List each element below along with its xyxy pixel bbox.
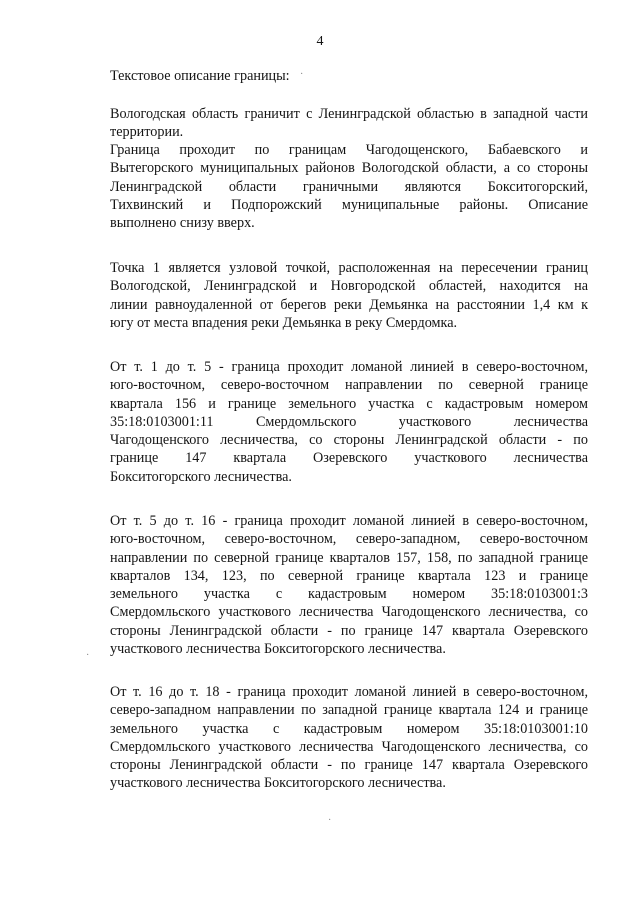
- text-line: югу от места впадения реки Демьянка в реку Смердомка.: [110, 314, 458, 331]
- text-line: Вологодская область граничит с Ленинградской областью в западной части: [110, 106, 588, 122]
- page-number: 4: [316, 34, 324, 49]
- paragraph-intro: [110, 105, 588, 142]
- text-line: Граница проходит по границам Чагодощенского, Бабаевского и: [110, 142, 588, 158]
- text-line: стороны Ленинградской области - по границе 147 квартала Озеревского: [110, 622, 588, 639]
- text-line: земельного участка с кадастровым номером 35:18:0103001:3: [110, 586, 588, 603]
- text-line: участкового лесничества Бокситогорского лесничества.: [110, 641, 446, 658]
- text-line: От т. 1 до т. 5 - граница проходит ломаной линией в северо-восточном,: [110, 359, 588, 375]
- text-line: Ленинградской области граничными являются Бокситогорский,: [110, 178, 588, 195]
- text-line: От т. 16 до т. 18 - граница проходит ломаной линией в северо-восточном,: [110, 684, 588, 700]
- paragraph-segment-5-16: [110, 512, 588, 658]
- paragraph-segment-16-18: [110, 683, 588, 793]
- paragraph-segment-1-5: [110, 358, 588, 486]
- section-heading: Текстовое описание границы:: [110, 68, 290, 84]
- text-line: Вытегорского муниципальных районов Вологодской области, а со стороны: [110, 160, 588, 177]
- scan-speck: ·: [300, 69, 304, 80]
- text-line: северо-западном направлении по западной границе квартала 124 и границе: [110, 702, 588, 719]
- text-line: границе 147 квартала Озеревского участкового лесничества: [110, 450, 588, 467]
- text-line: Тихвинский и Подпорожский муниципальные районы. Описание: [110, 196, 588, 213]
- text-line: квартала 156 и границе земельного участка с кадастровым номером: [110, 395, 588, 412]
- text-line: От т. 5 до т. 16 - граница проходит ломаной линией в северо-восточном,: [110, 513, 588, 529]
- text-line: Смердомльского участкового лесничества Чагодощенского лесничества, со: [110, 604, 588, 621]
- text-line: Точка 1 является узловой точкой, расположенная на пересечении границ: [110, 260, 588, 276]
- text-line: направлении по северной границе кварталов 157, 158, по западной границе: [110, 549, 588, 566]
- text-line: Чагодощенского лесничества, со стороны Ленинградской области - по: [110, 432, 588, 449]
- text-line: территории.: [110, 124, 184, 141]
- text-line: линии равноудаленной от берегов реки Демьянка на расстоянии 1,4 км к: [110, 296, 588, 313]
- text-line: юго-восточном, северо-восточном направлении по северной границе: [110, 377, 588, 394]
- text-line: 35:18:0103001:11 Смердомльского участкового лесничества: [110, 413, 588, 430]
- text-line: юго-восточном, северо-восточном, северо-западном, северо-восточном: [110, 531, 588, 548]
- text-line: Вологодской, Ленинградской и Новгородской областей, находится на: [110, 278, 588, 295]
- text-line: выполнено снизу вверх.: [110, 215, 255, 232]
- text-line: стороны Ленинградской области - по границе 147 квартала Озеревского: [110, 757, 588, 774]
- scan-speck: ·: [86, 650, 90, 661]
- paragraph-boundary-description: [110, 141, 588, 232]
- text-line: Смердомльского участкового лесничества Чагодощенского лесничества, со: [110, 738, 588, 755]
- text-line: кварталов 134, 123, по северной границе квартала 123 и границе: [110, 567, 588, 584]
- scan-speck: ·: [328, 815, 332, 826]
- text-line: участкового лесничества Бокситогорского лесничества.: [110, 775, 446, 792]
- paragraph-point-1: [110, 259, 588, 332]
- text-line: земельного участка с кадастровым номером 35:18:0103001:10: [110, 720, 588, 737]
- text-line: Бокситогорского лесничества.: [110, 468, 292, 485]
